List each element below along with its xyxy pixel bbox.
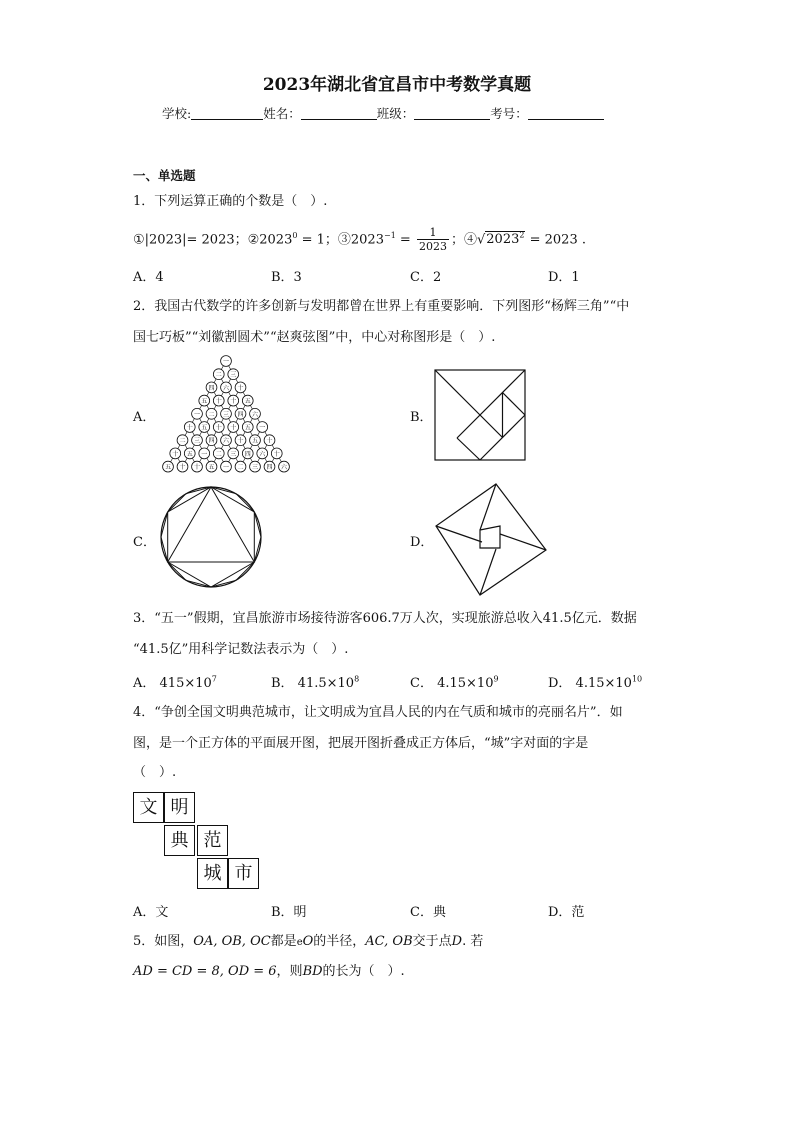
q1-option-d[interactable]: D．1: [548, 270, 580, 285]
net-cell-fan: 范: [197, 825, 228, 856]
q5-stem-line1: [133, 932, 483, 953]
triangle-node-label: 二: [237, 464, 244, 472]
triangle-node-label: 十: [172, 450, 179, 458]
school-blank[interactable]: [191, 107, 263, 120]
triangle-node-label: 五: [244, 424, 251, 432]
triangle-node-label: 五: [164, 464, 172, 472]
inner-line: [480, 484, 496, 530]
outer-square: [436, 484, 546, 595]
triangle-node-label: 五: [244, 398, 251, 406]
triangle-node-label: 六: [222, 437, 230, 445]
q2-option-b[interactable]: B．: [410, 410, 433, 425]
q5-radii: OA, OB, OC: [193, 934, 271, 949]
triangle-node-label: 六: [251, 411, 259, 419]
triangle-node-label: 五: [186, 450, 193, 458]
tangram-figure: [434, 369, 526, 461]
net-cell-shi: 市: [228, 858, 259, 889]
net-cell-cheng: 城: [197, 858, 228, 889]
triangle-node-label: 十: [186, 424, 193, 432]
q3-option-a[interactable]: [133, 672, 217, 691]
q1-option-a[interactable]: A．4: [133, 270, 164, 285]
q3-stem-line1: 3．“五一”假期，宜昌旅游市场接待游客606.7万人次，实现旅游总收入41.5亿元．数据: [133, 611, 637, 626]
triangle-node-label: 六: [259, 450, 266, 458]
q5-text: 都是: [270, 934, 297, 949]
triangle-node-label: 十: [230, 398, 237, 406]
sqrt-icon: √: [476, 232, 486, 248]
zhao-shuang-figure: [434, 482, 548, 596]
inner-line: [500, 534, 546, 550]
triangle-node-label: 三: [251, 464, 259, 472]
q1-item4: ④: [463, 232, 477, 248]
q3-stem-line2: “41.5亿”用科学记数法表示为（ ）.: [133, 642, 349, 657]
triangle-node-label: 十: [237, 437, 244, 445]
triangle-node-label: 十: [266, 437, 273, 445]
q5-lines: AC, OB: [365, 934, 413, 949]
triangle-node-label: 六: [222, 384, 230, 392]
q2-option-a[interactable]: A．: [133, 410, 156, 425]
triangle-node-label: 五: [251, 437, 259, 445]
triangle-node-label: 一: [222, 358, 230, 366]
triangle-node-label: 十: [273, 450, 280, 458]
q3-b-base: B． 41.5×10: [271, 676, 355, 691]
q1-item2-end: = 1；: [297, 232, 338, 248]
q1-item3-end: ；: [450, 232, 464, 248]
q1-item2: ②2023: [247, 232, 293, 248]
triangle-node-label: 四: [208, 384, 215, 392]
q1-item1: ①|2023|= 2023；: [133, 232, 248, 248]
q3-d-base: D． 4.15×10: [548, 676, 632, 691]
inner-line: [480, 549, 496, 595]
q5-text: 的长为（ ）.: [322, 964, 405, 979]
triangle-node-label: 五: [208, 464, 215, 472]
triangle-node-label: 十: [237, 384, 244, 392]
q3-a-base: A． 415×10: [133, 676, 212, 691]
q5-point-d: D: [451, 934, 463, 949]
q1-item3-fraction: [417, 226, 449, 253]
outer-circle: [161, 487, 261, 587]
q1-items: [133, 226, 586, 253]
q3-b-exp: 8: [354, 674, 360, 684]
q1-item3-exp: −1: [383, 231, 396, 240]
triangle-node-label: 五: [201, 424, 208, 432]
triangle-node-label: 六: [280, 464, 288, 472]
net-cell-ming: 明: [164, 792, 195, 823]
id-blank[interactable]: [528, 107, 604, 120]
triangle-node-label: 四: [208, 437, 215, 445]
inscribed-hexagon: [168, 487, 255, 587]
q1-item3: ③2023: [337, 232, 384, 248]
q1-item4-exp: 2: [519, 231, 525, 240]
inner-square: [480, 526, 500, 548]
triangle-node-label: 三: [230, 371, 237, 379]
triangle-node-label: 一: [201, 450, 208, 458]
triangle-node-label: 四: [266, 464, 273, 472]
page-title: 2023年湖北省宜昌市中考数学真题: [262, 75, 532, 95]
triangle-node-label: 十: [215, 424, 222, 432]
q3-option-b[interactable]: [271, 672, 359, 691]
fraction-numerator: 1: [417, 226, 449, 240]
school-label: 学校:: [162, 106, 192, 121]
yang-hui-triangle-figure: [150, 355, 300, 470]
q1-option-b[interactable]: B．3: [271, 270, 302, 285]
q3-c-exp: 9: [493, 674, 499, 684]
tangram-line: [503, 393, 526, 416]
q4-option-a[interactable]: A．文: [133, 905, 169, 920]
name-label: 姓名：: [263, 106, 301, 121]
q3-a-exp: 7: [211, 674, 217, 684]
triangle-node-label: 一: [222, 464, 230, 472]
section-title: 一、单选题: [133, 168, 196, 183]
triangle-node-label: 二: [215, 371, 222, 379]
inscribed-triangle: [168, 487, 255, 562]
triangle-node-label: 一: [193, 411, 201, 419]
triangle-node-label: 三: [222, 411, 230, 419]
class-blank[interactable]: [414, 107, 490, 120]
triangle-node-label: 三: [230, 450, 237, 458]
triangle-node-label: 十: [215, 398, 222, 406]
triangle-node-label: 十: [230, 424, 237, 432]
inner-line: [436, 526, 482, 542]
tangram-line: [457, 438, 480, 460]
q5-circle-var: O: [302, 934, 314, 949]
q5-given: AD = CD = 8, OD = 6: [133, 964, 277, 979]
q5-text: . 若: [462, 934, 484, 949]
triangle-node-label: 一: [259, 424, 266, 432]
q5-stem-line2: [133, 962, 405, 982]
q1-item2-exp: 0: [292, 231, 298, 240]
triangle-node-label: 二: [215, 450, 222, 458]
q1-item4-end: = 2023 .: [525, 232, 586, 248]
q5-text: ，则: [276, 964, 303, 979]
q1-item3-eq: =: [395, 232, 415, 248]
name-blank[interactable]: [301, 107, 377, 120]
q2-stem-line1: 2．我国古代数学的许多创新与发明都曾在世界上有重要影响．下列图形“杨辉三角”“中: [133, 299, 630, 314]
q5-prefix: 5．如图，: [133, 934, 194, 949]
q1-item4-radicand: 2023: [486, 232, 520, 248]
q1-option-c[interactable]: C．2: [410, 270, 442, 285]
class-label: 班级：: [376, 106, 415, 121]
q4-stem-line2: 图，是一个正方体的平面展开图，把展开图折叠成正方体后，“城”字对面的字是: [133, 736, 589, 751]
net-cell-dian: 典: [164, 825, 195, 856]
q1-stem: 1．下列运算正确的个数是（ ）.: [133, 194, 328, 209]
student-info-line: [162, 104, 604, 122]
q4-stem-line3: （ ）.: [133, 765, 177, 780]
q4-option-b[interactable]: B．明: [271, 905, 307, 920]
q5-text: 交于点: [412, 934, 452, 949]
triangle-node-label: 二: [179, 437, 186, 445]
q5-target: BD: [302, 964, 323, 979]
tangram-line: [435, 370, 480, 415]
q4-option-d[interactable]: D．范: [548, 905, 585, 920]
q4-stem-line1: 4．“争创全国文明典范城市，让文明成为宜昌人民的内在气质和城市的亮丽名片”．如: [133, 705, 623, 720]
triangle-node-label: 十: [179, 464, 186, 472]
q1-item4-radical: [485, 231, 525, 247]
triangle-node-label: 五: [201, 398, 208, 406]
triangle-node-label: 四: [237, 411, 244, 419]
q3-option-c[interactable]: [410, 672, 499, 691]
liu-hui-circle-figure: [159, 485, 263, 589]
triangle-node-label: 十: [193, 464, 201, 472]
q3-c-base: C． 4.15×10: [410, 676, 494, 691]
id-label: 考号：: [490, 106, 528, 121]
q5-text: 的半径，: [313, 934, 366, 949]
q3-option-d[interactable]: [548, 672, 642, 691]
net-cell-wen: 文: [133, 792, 164, 823]
fraction-denominator: 2023: [418, 240, 447, 254]
triangle-node-label: 四: [244, 450, 251, 458]
q2-stem-line2: 国七巧板”“刘徽割圆术”“赵爽弦图”中，中心对称图形是（ ）.: [133, 330, 496, 345]
q2-option-c[interactable]: C．: [133, 535, 156, 550]
q4-option-c[interactable]: C．典: [410, 905, 446, 920]
q2-option-d[interactable]: D．: [410, 535, 434, 550]
circle-icon: e: [296, 937, 303, 948]
tangram-line: [480, 415, 503, 438]
triangle-node-label: 三: [193, 437, 201, 445]
q3-d-exp: 10: [631, 674, 643, 684]
triangle-node-label: 二: [208, 411, 215, 419]
